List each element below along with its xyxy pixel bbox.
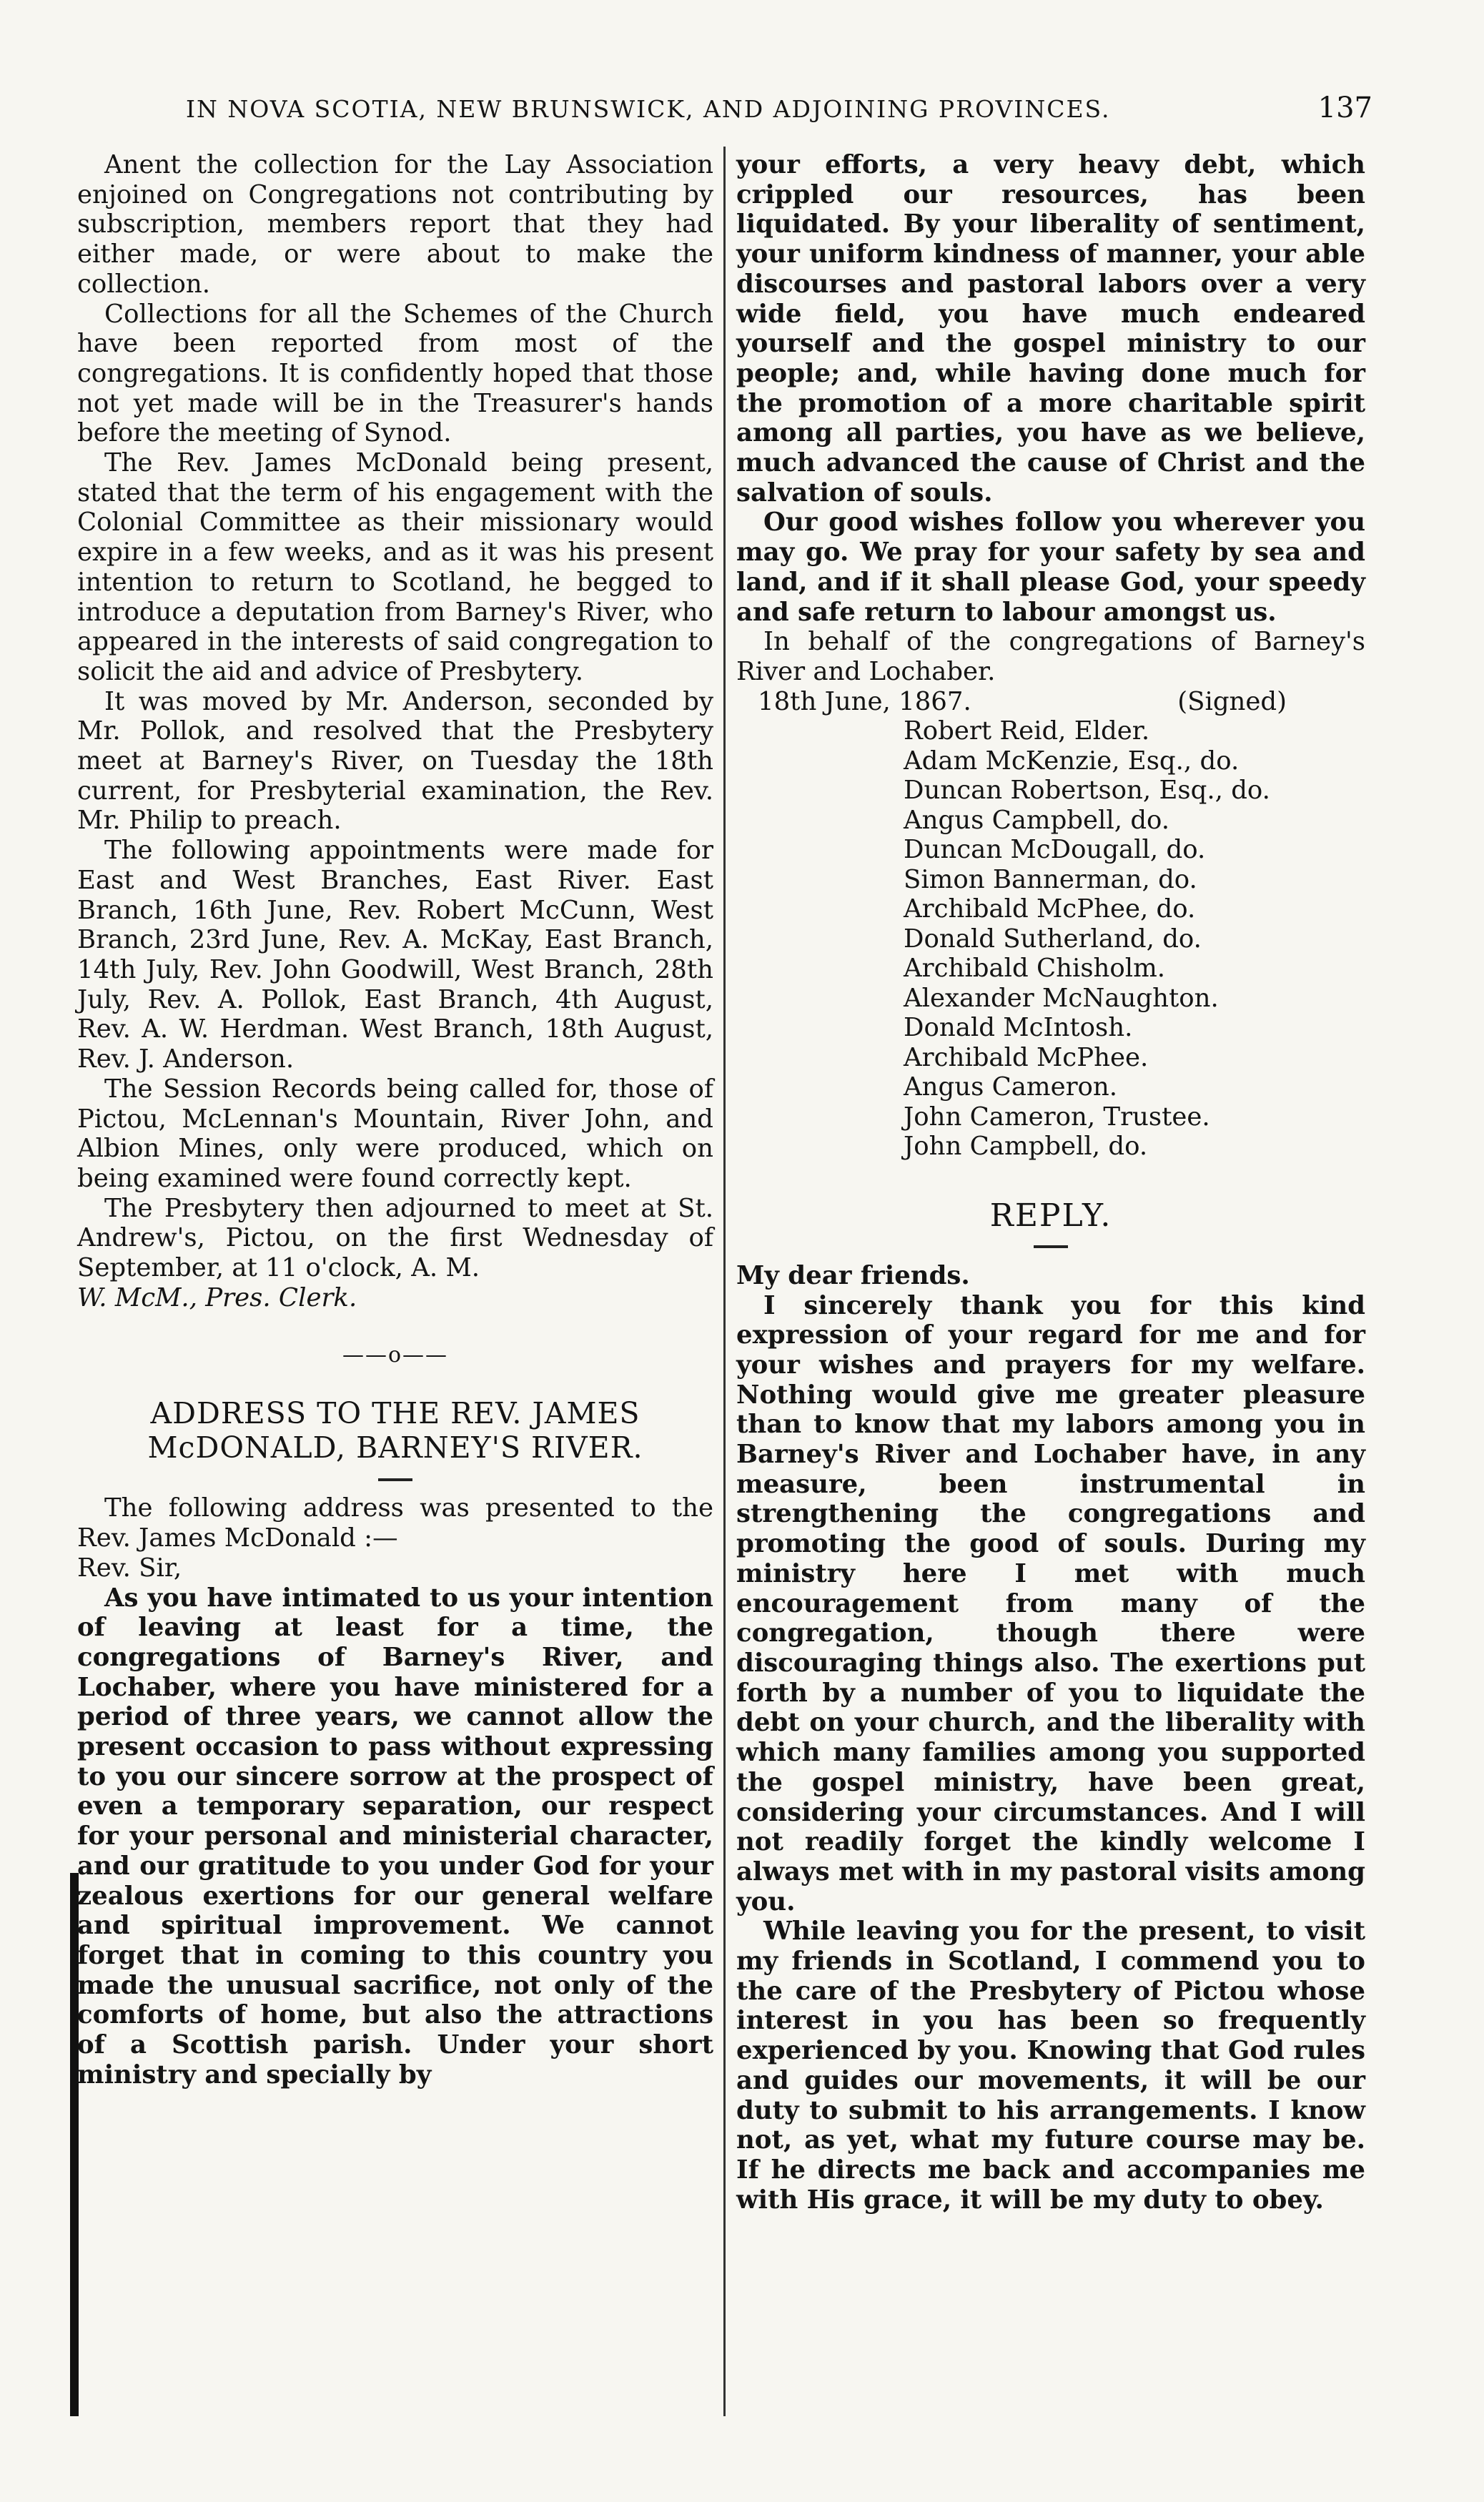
- signatory: Robert Reid, Elder.: [904, 716, 1150, 746]
- paragraph-appointments: The following appointments were made for East and West Branches, East River. East Branch, 16th June, Rev. Robert McCunn, West Branch, 23rd June, Rev. A. McKay, East Branch, 14th July, Rev. John Goodwill, West Branch, 28th July, Rev. A. Pollok, East Branch, 4th August, Rev. A. W. Herdman. West Branch, 18th August, Rev. J. Anderson.: [77, 836, 713, 1074]
- paragraph-mcdonald-deputation: The Rev. James McDonald being present, stated that the term of his engagement with the Colonial Committee as their missionary would expire in a few weeks, and as it was his present intention to return to Scotland, he begged to introduce a deputation from Barney's River, who appeared in the interests of said congregation to solicit the aid and advice of Presbytery.: [77, 448, 713, 686]
- running-title: IN NOVA SCOTIA, NEW BRUNSWICK, AND ADJOINING PROVINCES.: [186, 95, 1111, 123]
- address-intro: The following address was presented to the Rev. James McDonald :—: [77, 1493, 713, 1553]
- signatory: Angus Campbell, do.: [904, 805, 1170, 835]
- address-on-behalf: In behalf of the congregations of Barney's River and Lochaber.: [736, 627, 1365, 686]
- reply-dash: [736, 1240, 1365, 1252]
- signed-label: (Signed): [1177, 686, 1287, 716]
- right-column: [736, 150, 1365, 2215]
- paragraph-collections: Collections for all the Schemes of the Church have been reported from most of the congregations. It is confidently hoped that those not yet made will be in the Treasurer's hands before the meeting of Synod.: [77, 299, 713, 448]
- signatory: Duncan Robertson, Esq., do.: [904, 776, 1270, 806]
- signatory: Duncan McDougall, do.: [904, 835, 1206, 865]
- reply-heading: REPLY.: [989, 1197, 1112, 1234]
- paragraph-lay-association: Anent the collection for the Lay Association enjoined on Congregations not contributing by subscription, members report that they had either made, or were about to make the collection.: [77, 150, 713, 299]
- signatory: Alexander McNaughton.: [904, 983, 1219, 1013]
- reply-salutation: My dear friends.: [736, 1260, 970, 1290]
- signatory: Simon Bannerman, do.: [904, 864, 1197, 894]
- signatory-list: [736, 716, 1365, 1162]
- running-head: [186, 92, 1372, 124]
- reply-paragraph: I sincerely thank you for this kind expression of your regard for me and for your wishes and prayers for my welfare. Nothing would give me greater pleasure than to know that my labors among you in Barney's River and Lochaber have, in any measure, been instrumental in strengthening the congregations and promoting the good of souls. During my ministry here I met with much encouragement from many of the congregation, though there were discouraging things also. The exertions put forth by a number of you to liquidate the debt on your church, and the liberality with which many families among you supported the gospel ministry, have been great, considering your circumstances. And I will not readily forget the kindly welcome I always met with in my pastoral visits among you.: [736, 1290, 1365, 1917]
- page-number: 137: [1317, 92, 1372, 124]
- paragraph-motion: It was moved by Mr. Anderson, seconded by Mr. Pollok, and resolved that the Presbytery meet at Barney's River, on Tuesday the 18th current, for Presbyterial examination, the Rev. Mr. Philip to preach.: [77, 686, 713, 836]
- signatory: John Campbell, do.: [904, 1132, 1148, 1162]
- paragraph-adjournment: The Presbytery then adjourned to meet at St. Andrew's, Pictou, on the first Wednesday of September, at 11 o'clock, A. M.: [77, 1193, 713, 1283]
- paragraph-session-records: The Session Records being called for, those of Pictou, McLennan's Mountain, River John, and Albion Mines, only were produced, which on being examined were found correctly kept.: [77, 1074, 713, 1193]
- signatory: Archibald Chisholm.: [904, 954, 1166, 984]
- signatory: Archibald McPhee.: [904, 1042, 1149, 1072]
- signatory: Angus Cameron.: [904, 1072, 1118, 1102]
- address-heading: ADDRESS TO THE REV. JAMES McDONALD, BARNEY'S RIVER.: [147, 1396, 643, 1465]
- section-separator: ——o——: [342, 1343, 449, 1368]
- signatory: Archibald McPhee, do.: [904, 894, 1196, 924]
- signatory: Adam McKenzie, Esq., do.: [904, 746, 1240, 776]
- address-body: As you have intimated to us your intention of leaving at least for a time, the congregations of Barney's River, and Lochaber, where you have ministered for a period of three years, we cannot allow the present occasion to pass without expressing to you our sincere sorrow at the prospect of even a temporary separation, our respect for your personal and ministerial character, and our gratitude to you under God for your zealous exertions for our general welfare and spiritual improvement. We cannot forget that in coming to this country you made the unusual sacrifice, not only of the comforts of home, but also the attractions of a Scottish parish. Under your short ministry and specially by: [77, 1583, 713, 2090]
- address-continuation: your efforts, a very heavy debt, which crippled our resources, has been liquidated. By your liberality of sentiment, your uniform kindness of manner, your able discourses and pastoral labors over a very wide field, you have much endeared yourself and the gospel ministry to our people; and, while having done much for the promotion of a more charitable spirit among all parties, you have as we believe, much advanced the cause of Christ and the salvation of souls.: [736, 150, 1365, 508]
- address-good-wishes: Our good wishes follow you wherever you may go. We pray for your safety by sea and land, and if it shall please God, your speedy and safe return to labour amongst us.: [736, 508, 1365, 627]
- signatory: Donald Sutherland, do.: [904, 924, 1202, 954]
- reply-paragraph: While leaving you for the present, to visit my friends in Scotland, I commend you to the care of the Presbytery of Pictou whose interest in you has been so frequently experienced by you. Knowing that God rules and guides our movements, it will be our duty to submit to his arrangements. I know not, as yet, what my future course may be. If he directs me back and accompanies me with His grace, it will be my duty to obey.: [736, 1917, 1365, 2215]
- left-column: [77, 150, 713, 2090]
- signatory: Donald McIntosh.: [904, 1013, 1133, 1043]
- heading-dash: [77, 1472, 713, 1485]
- address-salutation: Rev. Sir,: [77, 1553, 182, 1583]
- column-divider: [723, 147, 726, 2416]
- clerk-signature: W. McM., Pres. Clerk.: [77, 1282, 357, 1312]
- date-line: [736, 687, 1365, 717]
- signatory: John Cameron, Trustee.: [904, 1102, 1210, 1132]
- address-date: 18th June, 1867.: [758, 686, 971, 716]
